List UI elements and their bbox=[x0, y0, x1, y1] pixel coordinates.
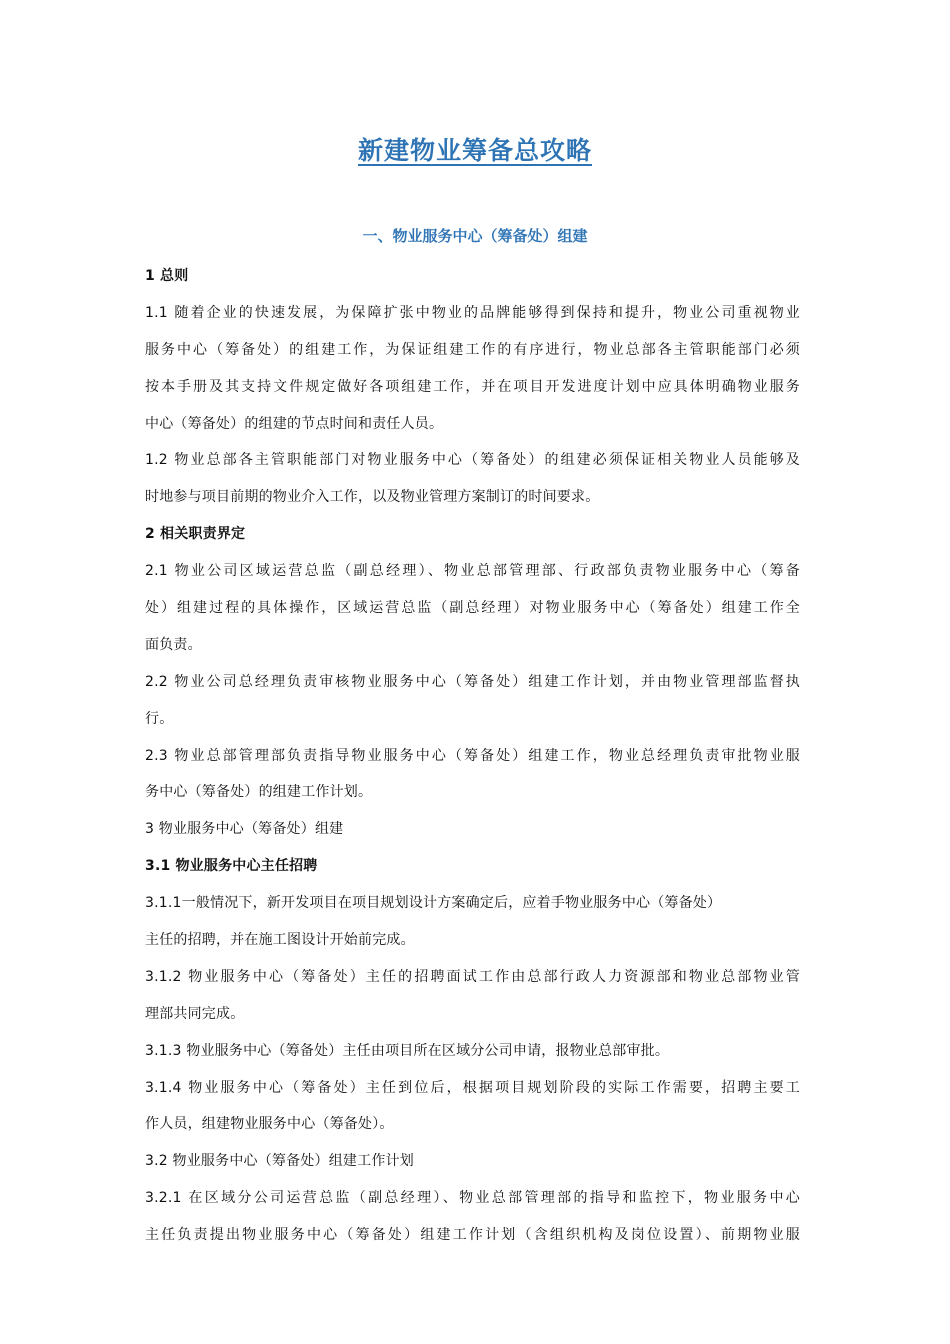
paragraph-line: 2.3 物业总部管理部负责指导物业服务中心（筹备处）组建工作，物业总经理负责审批物业服 bbox=[145, 747, 800, 764]
paragraph-line: 1.1 随着企业的快速发展，为保障扩张中物业的品牌能够得到保持和提升，物业公司重视物业 bbox=[145, 304, 800, 321]
paragraph-line: 时地参与项目前期的物业介入工作，以及物业管理方案制订的时间要求。 bbox=[145, 489, 600, 506]
paragraph-line: 1.2 物业总部各主管职能部门对物业服务中心（筹备处）的组建必须保证相关物业人员能够及 bbox=[145, 452, 800, 469]
paragraph-line: 2.2 物业公司总经理负责审核物业服务中心（筹备处）组建工作计划，并由物业管理部监督执 bbox=[145, 673, 800, 690]
subheading-line: 3.1 物业服务中心主任招聘 bbox=[145, 858, 318, 875]
paragraph-line: 服务中心（筹备处）的组建工作，为保证组建工作的有序进行，物业总部各主管职能部门必须 bbox=[145, 341, 800, 358]
paragraph-line: 2.1 物业公司区域运营总监（副总经理）、物业总部管理部、行政部负责物业服务中心（筹备 bbox=[145, 563, 800, 580]
paragraph-line: 理部共同完成。 bbox=[145, 1005, 245, 1022]
subheading-line: 2 相关职责界定 bbox=[145, 526, 246, 543]
paragraph-line: 中心（筹备处）的组建的节点时间和责任人员。 bbox=[145, 415, 444, 432]
paragraph-line: 主任的招聘，并在施工图设计开始前完成。 bbox=[145, 932, 415, 949]
paragraph-line: 行。 bbox=[145, 710, 174, 727]
paragraph-line: 3.2.1 在区域分公司运营总监（副总经理）、物业总部管理部的指导和监控下，物业服务中心 bbox=[145, 1190, 800, 1207]
paragraph-line: 3.1.2 物业服务中心（筹备处）主任的招聘面试工作由总部行政人力资源部和物业总部物业管 bbox=[145, 968, 800, 985]
paragraph-line: 3.1.1一般情况下，新开发项目在项目规划设计方案确定后，应着手物业服务中心（筹备处） bbox=[145, 895, 722, 912]
paragraph-line: 按本手册及其支持文件规定做好各项组建工作，并在项目开发进度计划中应具体明确物业服务 bbox=[145, 378, 800, 395]
paragraph-line: 务中心（筹备处）的组建工作计划。 bbox=[145, 784, 373, 801]
subheading-line: 1 总则 bbox=[145, 268, 189, 284]
paragraph-line: 作人员，组建物业服务中心（筹备处）。 bbox=[145, 1116, 394, 1133]
paragraph-line: 3 物业服务中心（筹备处）组建 bbox=[145, 821, 344, 838]
document-title: 新建物业筹备总攻略 bbox=[357, 136, 592, 165]
paragraph-line: 3.1.3 物业服务中心（筹备处）主任由项目所在区域分公司申请，报物业总部审批。 bbox=[145, 1042, 670, 1059]
document-body bbox=[145, 258, 800, 1254]
paragraph-line: 面负责。 bbox=[145, 636, 202, 653]
paragraph-line: 主任负责提出物业服务中心（筹备处）组建工作计划（含组织机构及岗位设置）、前期物业服 bbox=[145, 1227, 800, 1244]
paragraph-line: 3.2 物业服务中心（筹备处）组建工作计划 bbox=[145, 1153, 414, 1170]
paragraph-line: 处）组建过程的具体操作，区域运营总监（副总经理）对物业服务中心（筹备处）组建工作全 bbox=[145, 600, 800, 617]
paragraph-line: 3.1.4 物业服务中心（筹备处）主任到位后，根据项目规划阶段的实际工作需要，招聘主要工 bbox=[145, 1079, 800, 1096]
section-heading: 一、物业服务中心（筹备处）组建 bbox=[362, 227, 588, 245]
